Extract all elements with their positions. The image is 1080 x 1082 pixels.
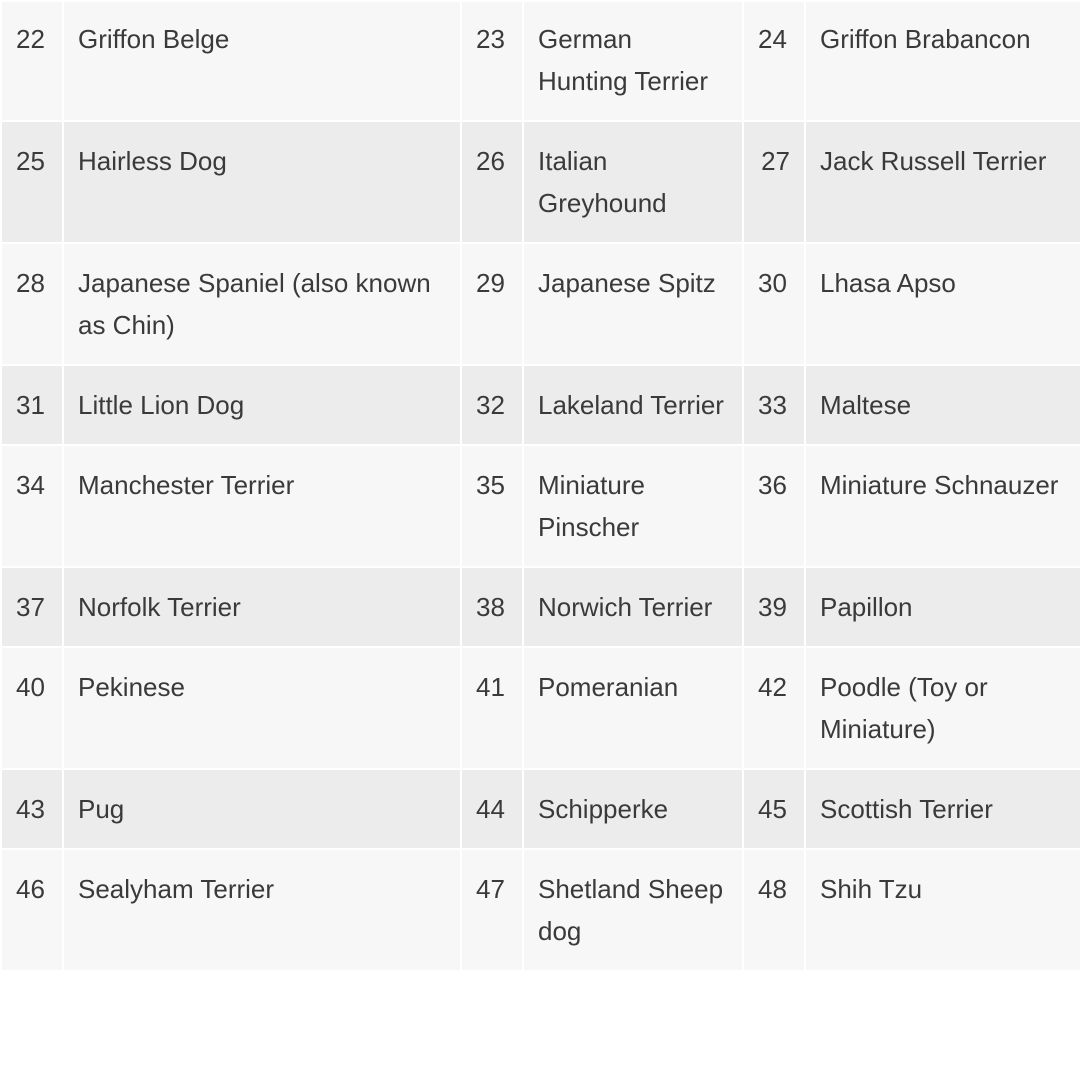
breed-number: 24	[743, 1, 805, 121]
breed-name: Pug	[63, 769, 461, 849]
breed-number: 32	[461, 365, 523, 445]
breed-number: 31	[1, 365, 63, 445]
breed-name: Hairless Dog	[63, 121, 461, 243]
breed-number: 48	[743, 849, 805, 971]
breed-name: Pekinese	[63, 647, 461, 769]
breed-name: Lhasa Apso	[805, 243, 1080, 365]
breed-number: 28	[1, 243, 63, 365]
table-row	[1, 849, 1080, 971]
breed-number: 29	[461, 243, 523, 365]
breed-name: Miniature Pinscher	[523, 445, 743, 567]
table-row	[1, 445, 1080, 567]
breed-name: Schipperke	[523, 769, 743, 849]
table-row	[1, 121, 1080, 243]
breed-name: Jack Russell Terrier	[805, 121, 1080, 243]
breed-name: Norwich Terrier	[523, 567, 743, 647]
breed-name: Griffon Brabancon	[805, 1, 1080, 121]
breed-number: 46	[1, 849, 63, 971]
breed-number: 40	[1, 647, 63, 769]
breed-number: 25	[1, 121, 63, 243]
breed-number: 45	[743, 769, 805, 849]
breed-number: 41	[461, 647, 523, 769]
breed-name: Lakeland Terrier	[523, 365, 743, 445]
breed-number: 37	[1, 567, 63, 647]
breed-name: Italian Greyhound	[523, 121, 743, 243]
breed-name: Papillon	[805, 567, 1080, 647]
table-row	[1, 1, 1080, 121]
breed-number: 42	[743, 647, 805, 769]
breed-number: 22	[1, 1, 63, 121]
breed-number: 27	[743, 121, 805, 243]
breed-name: Japanese Spitz	[523, 243, 743, 365]
breed-name: Shih Tzu	[805, 849, 1080, 971]
breed-name: Maltese	[805, 365, 1080, 445]
breed-number: 30	[743, 243, 805, 365]
breed-number: 38	[461, 567, 523, 647]
breed-name: Pomeranian	[523, 647, 743, 769]
breed-number: 43	[1, 769, 63, 849]
table-row	[1, 365, 1080, 445]
breed-name: Little Lion Dog	[63, 365, 461, 445]
breed-name: Miniature Schnauzer	[805, 445, 1080, 567]
breed-name: Japanese Spaniel (also known as Chin)	[63, 243, 461, 365]
breed-number: 23	[461, 1, 523, 121]
table-row	[1, 647, 1080, 769]
breed-number: 36	[743, 445, 805, 567]
table-row	[1, 769, 1080, 849]
breed-name: Shetland Sheep dog	[523, 849, 743, 971]
breed-name: Manchester Terrier	[63, 445, 461, 567]
breed-name: German Hunting Terrier	[523, 1, 743, 121]
breed-number: 39	[743, 567, 805, 647]
breed-number: 26	[461, 121, 523, 243]
breed-name: Norfolk Terrier	[63, 567, 461, 647]
breed-number: 47	[461, 849, 523, 971]
breed-number: 34	[1, 445, 63, 567]
breed-name: Griffon Belge	[63, 1, 461, 121]
breed-number: 44	[461, 769, 523, 849]
breed-name: Sealyham Terrier	[63, 849, 461, 971]
breed-number: 35	[461, 445, 523, 567]
breed-name: Poodle (Toy or Miniature)	[805, 647, 1080, 769]
breed-number: 33	[743, 365, 805, 445]
breed-name: Scottish Terrier	[805, 769, 1080, 849]
table-row	[1, 243, 1080, 365]
table-row	[1, 567, 1080, 647]
